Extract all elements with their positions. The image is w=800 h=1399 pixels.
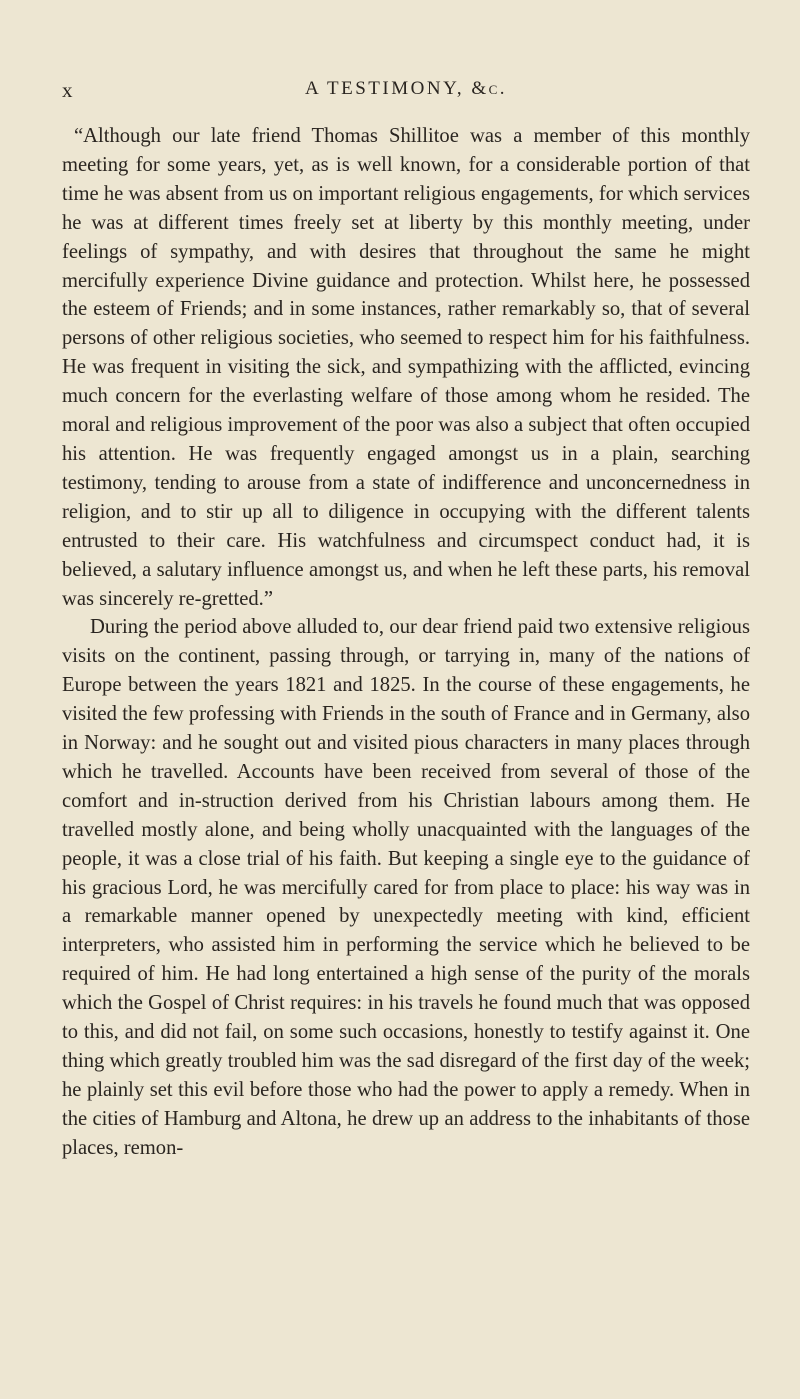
body-text <box>62 122 750 1163</box>
paragraph-2: During the period above alluded to, our dear friend paid two extensive religious visits on the continent, passing through, or tarrying in, many of the nations of Europe between the years 1821 and 1825. In the course of these engagements, he visited the few professing with Friends in the south of France and in Germany, also in Norway: and he sought out and visited pious characters in many places through which he travelled. Accounts have been received from several of those of the comfort and in-struction derived from his Christian labours among them. He travelled mostly alone, and being wholly unacquainted with the languages of the people, it was a close trial of his faith. But keeping a single eye to the guidance of his gracious Lord, he was mercifully cared for from place to place: his way was in a remarkable manner opened by unexpectedly meeting with kind, efficient interpreters, who assisted him in performing the service which he believed to be required of him. He had long entertained a high sense of the purity of the morals which the Gospel of Christ requires: in his travels he found much that was opposed to this, and did not fail, on some such occasions, honestly to testify against it. One thing which greatly troubled him was the sad disregard of the first day of the week; he plainly set this evil before those who had the power to apply a remedy. When in the cities of Hamburg and Altona, he drew up an address to the inhabitants of those places, remon- <box>62 616 750 1159</box>
running-head <box>62 78 750 110</box>
page-number: x <box>62 78 74 102</box>
paragraph-1: “Although our late friend Thomas Shillitoe was a member of this monthly meeting for some years, yet, as is well known, for a considerable portion of that time he was absent from us on important religious engagements, for which services he was at different times freely set at liberty by this monthly meeting, under feelings of sympathy, and with desires that throughout the same he might mercifully experience Divine guidance and protection. Whilst here, he possessed the esteem of Friends; and in some instances, rather remarkably so, that of several persons of other religious societies, who seemed to respect him for his faithfulness. He was frequent in visiting the sick, and sympathizing with the afflicted, evincing much concern for the everlasting welfare of those among whom he resided. The moral and religious improvement of the poor was also a subject that often occupied his attention. He was frequently engaged amongst us in a plain, searching testimony, tending to arouse from a state of indifference and unconcernedness in religion, and to stir up all to diligence in occupying with the different talents entrusted to their care. His watchfulness and circumspect conduct had, it is believed, a salutary influence amongst us, and when he left these parts, his removal was sincerely re-gretted.” <box>62 125 750 610</box>
running-head-title: A TESTIMONY, &c. <box>304 78 508 99</box>
